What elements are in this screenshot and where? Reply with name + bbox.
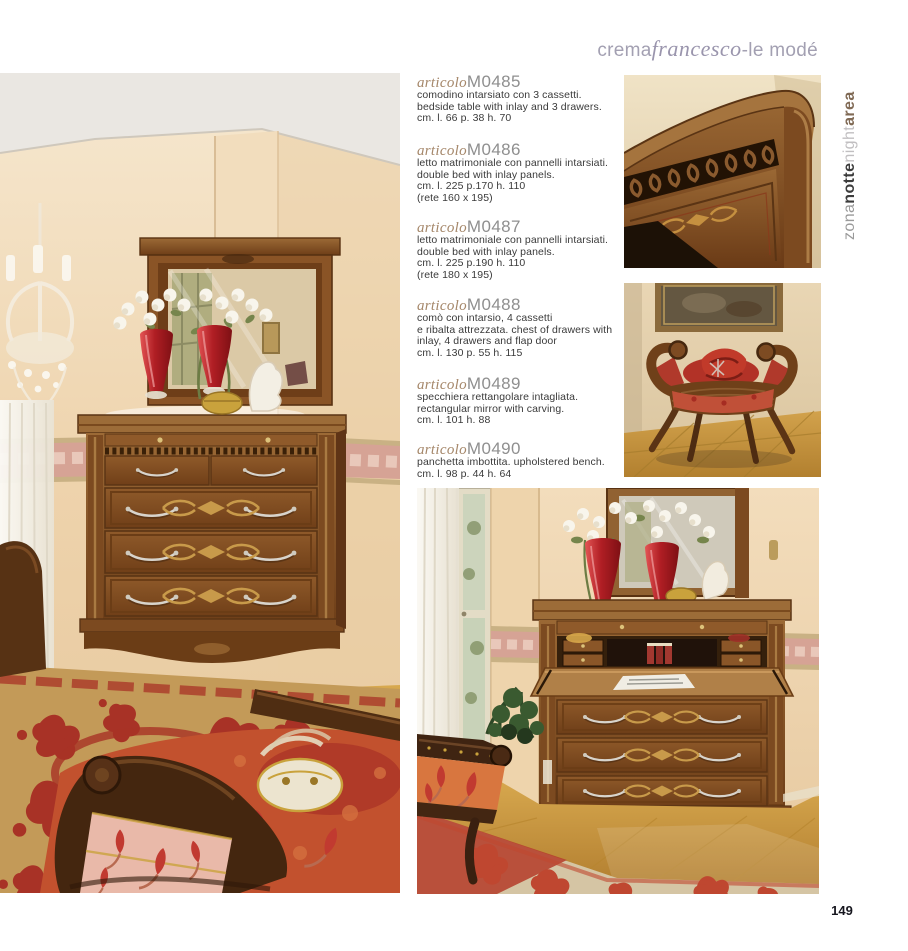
article-M0488 [417,295,629,359]
wall-mirror [140,238,340,405]
article-line: cm. l. 101 h. 88 [417,414,491,427]
page-number: 149 [831,903,853,918]
article-M0490 [417,439,629,480]
window [457,488,491,756]
article-line: double bed with inlay panels. [417,245,555,258]
brand-script: francesco [651,36,742,61]
article-code: M0489 [466,374,521,393]
article-M0485 [417,72,629,125]
article-line: cm. l. 98 p. 44 h. 64 [417,467,512,480]
article-label: articolo [417,220,467,236]
zone-label-night: night [841,125,858,163]
article-M0486 [417,140,629,204]
article-label: articolo [417,442,467,458]
photo-bedroom-scene [0,73,400,893]
chest-scene-illustration [417,488,819,894]
article-label: articolo [417,377,467,393]
headboard-illustration [624,75,821,268]
article-label: articolo [417,143,467,159]
article-label: articolo [417,75,467,91]
photo-headboard-detail [624,75,821,268]
article-label: articolo [417,298,467,314]
article-line: double bed with inlay panels. [417,168,555,181]
brand-prefix: crema [597,40,652,61]
article-line: rectangular mirror with carving. [417,402,565,415]
brand-header [597,36,818,62]
article-line: cm. l. 225 p.170 h. 110 [417,180,526,193]
chest-of-drawers [78,406,346,663]
zone-label-zona: zona [841,203,858,240]
article-code: M0485 [466,72,521,91]
article-line: bedside table with inlay and 3 drawers. [417,100,602,113]
zone-label [841,91,859,240]
photo-chest-scene [417,488,819,894]
article-line: (rete 160 x 195) [417,191,493,204]
zone-label-notte: notte [841,162,858,204]
wall-sconce [769,540,778,560]
article-code: M0490 [466,439,521,458]
article-line: letto matrimoniale con pannelli intarsiati. [417,157,609,169]
article-line: specchiera rettangolare intagliata. [417,391,579,403]
flap-door-open [531,668,793,696]
zone-label-area: area [841,91,858,126]
article-M0489 [417,374,629,427]
article-line: panchetta imbottita. upholstered bench. [417,456,605,468]
article-code: M0486 [466,140,521,159]
framed-painting [658,283,780,329]
bench-illustration [624,283,821,477]
article-code: M0487 [466,217,521,236]
article-code: M0488 [466,295,521,314]
article-line: cm. l. 66 p. 38 h. 70 [417,112,512,125]
article-line: comodino intarsiato con 3 cassetti. [417,89,582,101]
gold-box [202,392,242,414]
brand-suffix: -le modé [741,40,818,61]
article-line: e ribalta attrezzata. chest of drawers with [417,323,613,336]
article-line: cm. l. 225 p.190 h. 110 [417,257,526,270]
photo-bench [624,283,821,477]
article-line: cm. l. 130 p. 55 h. 115 [417,346,523,359]
article-line: letto matrimoniale con pannelli intarsiati. [417,234,609,246]
article-M0487 [417,217,629,281]
small-books [647,643,672,664]
article-line: comò con intarsio, 4 cassetti [417,312,553,324]
bedroom-scene-illustration [0,73,400,893]
flap-chest [531,600,793,836]
article-line: (rete 180 x 195) [417,268,493,281]
bed-corner [0,541,46,677]
article-line: inlay, 4 drawers and flap door [417,335,557,348]
